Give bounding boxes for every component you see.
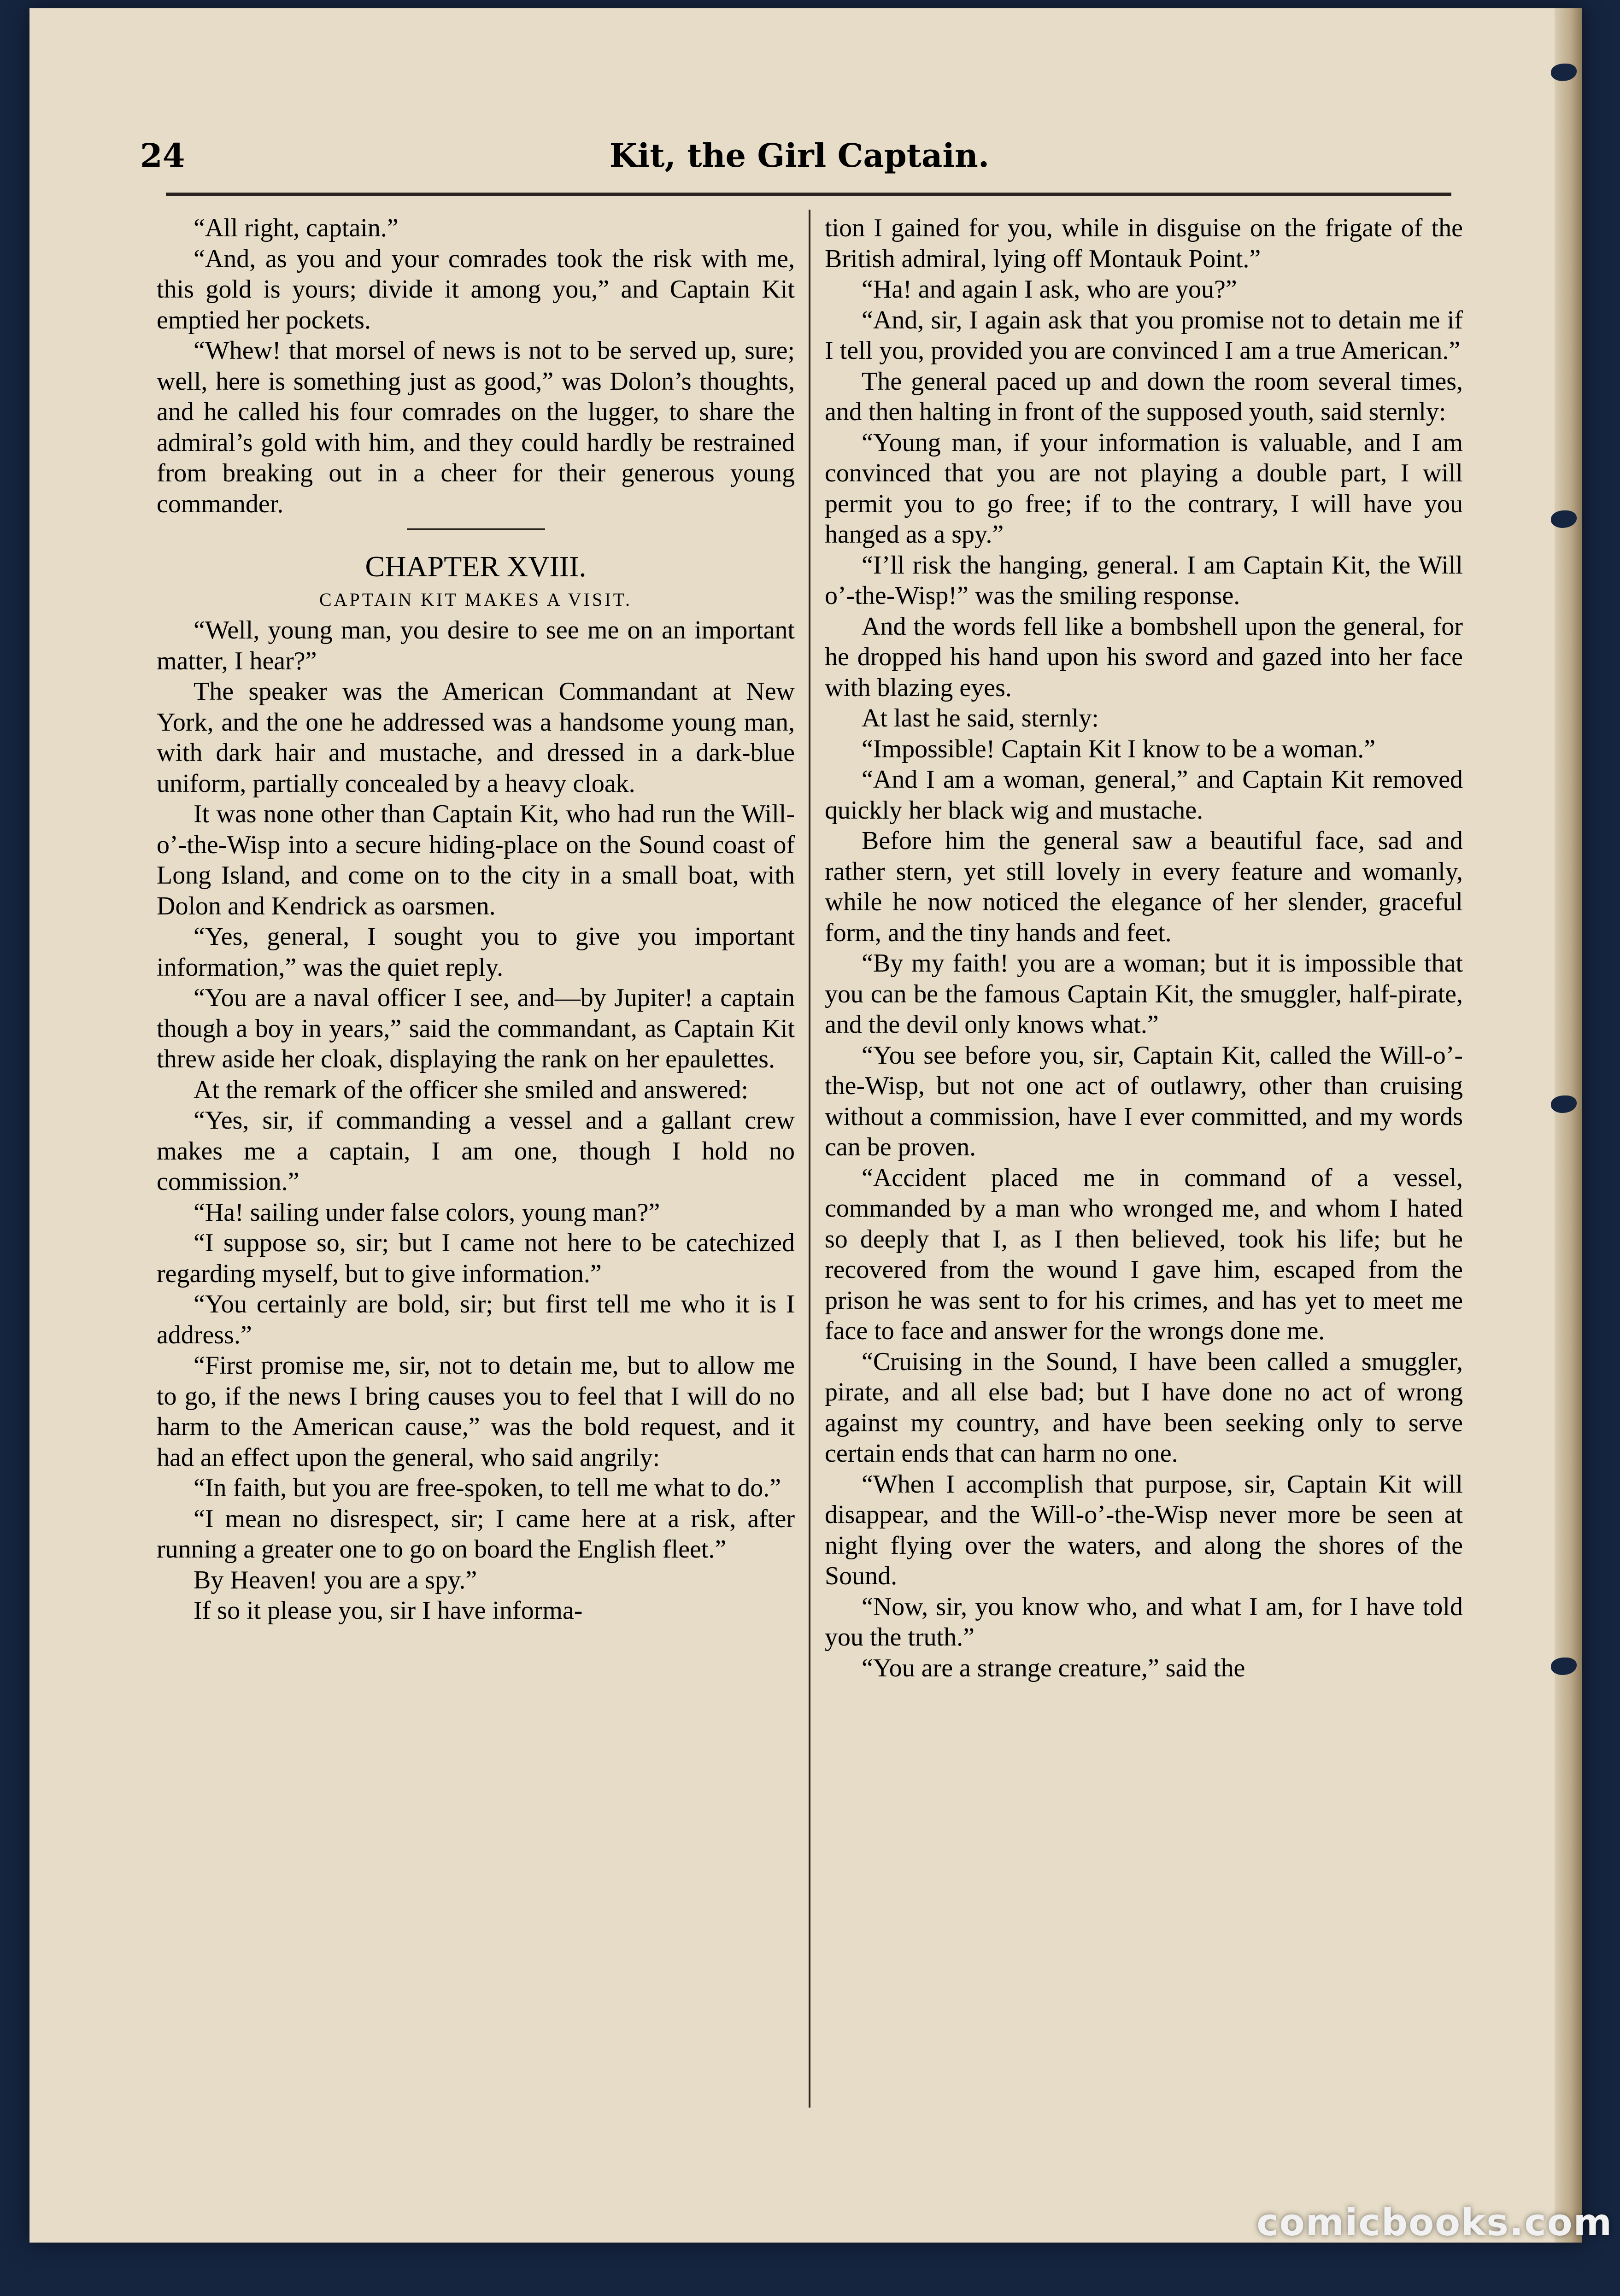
paragraph: The speaker was the American Commandant at New York, and the one he addressed was a handsome young man, with dark hair and mustache, and dressed in a dark-blue uniform, partially concealed by a heavy cloak.: [157, 677, 795, 798]
paragraph: The general paced up and down the room several times, and then halting in front of the supposed youth, said sternly:: [825, 367, 1463, 426]
paragraph: “I suppose so, sir; but I came not here to be catechized regarding myself, but to give information.”: [157, 1229, 795, 1288]
paragraph: By Heaven! you are a spy.”: [194, 1565, 477, 1594]
running-title: Kit, the Girl Captain.: [609, 136, 990, 175]
paragraph: “Now, sir, you know who, and what I am, for I have told you the truth.”: [825, 1592, 1463, 1652]
paragraph: At last he said, sternly:: [862, 704, 1099, 732]
paragraph: tion I gained for you, while in disguise on the frigate of the British admiral, lying off Montauk Point.”: [825, 214, 1463, 273]
paragraph: “You are a strange creature,” said the: [862, 1653, 1245, 1682]
site-watermark: comicbooks.com: [1256, 2201, 1613, 2244]
paragraph: “I’ll risk the hanging, general. I am Captain Kit, the Will o’-the-Wisp!” was the smiling response.: [825, 551, 1463, 610]
paragraph: “You see before you, sir, Captain Kit, called the Will-o’-the-Wisp, but not one act of outlawry, other than cruising without a commission, have I ever committed, and my words can be proven.: [825, 1041, 1463, 1161]
page-number: 24: [140, 136, 185, 175]
paragraph: Before him the general saw a beautiful face, sad and rather stern, yet still lovely in every feature and womanly, while he now noticed the elegance of her slender, graceful form, and the tiny hands and feet.: [825, 826, 1463, 947]
staple-hole: [1551, 1095, 1577, 1113]
paragraph: “And, as you and your comrades took the risk with me, this gold is yours; divide it among you,” and Captain Kit emptied her pockets.: [157, 244, 795, 334]
paragraph: “You are a naval officer I see, and—by Jupiter! a captain though a boy in years,” said the commandant, as Captain Kit threw aside her cloak, displaying the rank on her epaulettes.: [157, 984, 795, 1073]
paragraph: At the remark of the officer she smiled and answered:: [194, 1075, 749, 1104]
staple-hole: [1551, 510, 1577, 528]
paragraph: “You certainly are bold, sir; but first tell me who it is I address.”: [157, 1290, 795, 1349]
right-column-text: [825, 213, 1463, 1683]
paragraph: “Young man, if your information is valuable, and I am convinced that you are not playing a double part, I will permit you to go free; if to the contrary, I will have you hanged as a spy.”: [825, 428, 1463, 549]
page-gutter: [1555, 8, 1582, 2243]
left-column-chapter-text: [157, 615, 795, 1626]
left-column-opening: [157, 213, 795, 519]
paragraph: “Well, young man, you desire to see me on an important matter, I hear?”: [157, 616, 795, 675]
paragraph: “And, sir, I again ask that you promise not to detain me if I tell you, provided you are convinced I am a true American.”: [825, 305, 1463, 365]
paragraph: “Accident placed me in command of a vessel, commanded by a man who wronged me, and whom I hated so deeply that I, as I then believed, took his life; but he recovered from the wound I gave him, escaped from the prison he was sent to for his crimes, and has yet to meet me face to face and answer for the wrongs done me.: [825, 1163, 1463, 1345]
column-rule: [809, 210, 810, 2108]
staple-hole: [1551, 64, 1577, 81]
paragraph: “Yes, sir, if commanding a vessel and a gallant crew makes me a captain, I am one, though I hold no commission.”: [157, 1106, 795, 1196]
chapter-title: CHAPTER XVIII.: [365, 550, 587, 583]
section-divider: [407, 528, 545, 530]
paragraph: “By my faith! you are a woman; but it is impossible that you can be the famous Captain Kit, the smuggler, half-pirate, and the devil only knows what.”: [825, 949, 1463, 1039]
paragraph: “Yes, general, I sought you to give you important information,” was the quiet reply.: [157, 922, 795, 982]
paragraph: It was none other than Captain Kit, who had run the Will-o’-the-Wisp into a secure hiding-place on the Sound coast of Long Island, and come on to the city in a small boat, with Dolon and Kendrick as oarsmen.: [157, 800, 795, 920]
paragraph: If so it please you, sir I have informa-: [194, 1596, 583, 1625]
paragraph: “In faith, but you are free-spoken, to tell me what to do.”: [194, 1474, 781, 1502]
paragraph: “All right, captain.”: [194, 214, 399, 242]
left-column: [157, 213, 795, 1626]
staple-hole: [1551, 1658, 1577, 1675]
paragraph: “Cruising in the Sound, I have been called a smuggler, pirate, and all else bad; but I have done no act of wrong against my country, and have been seeking only to serve certain ends that can harm no one.: [825, 1347, 1463, 1468]
paragraph: “Ha! sailing under false colors, young man?”: [194, 1198, 660, 1227]
paragraph: “Ha! and again I ask, who are you?”: [862, 275, 1237, 304]
right-column: [825, 213, 1463, 1683]
paragraph: And the words fell like a bombshell upon the general, for he dropped his hand upon his sword and gazed into her face with blazing eyes.: [825, 612, 1463, 702]
paragraph: “I mean no disrespect, sir; I came here at a risk, after running a greater one to go on board the English fleet.”: [157, 1504, 795, 1564]
chapter-subtitle: CAPTAIN KIT MAKES A VISIT.: [319, 589, 633, 610]
running-header: [134, 124, 1465, 175]
paragraph: “First promise me, sir, not to detain me, but to allow me to go, if the news I bring causes you to feel that I will do no harm to the American cause,” was the bold request, and it had an effect upon the general, who said angrily:: [157, 1351, 795, 1472]
paragraph: “And I am a woman, general,” and Captain Kit removed quickly her black wig and mustache.: [825, 765, 1463, 825]
paragraph: “When I accomplish that purpose, sir, Captain Kit will disappear, and the Will-o’-the-Wisp never more be seen at night flying over the waters, and along the shores of the Sound.: [825, 1470, 1463, 1590]
paragraph: “Whew! that morsel of news is not to be served up, sure; well, here is something just as good,” was Dolon’s thoughts, and he called his four comrades on the lugger, to share the admiral’s gold with him, and they could hardly be restrained from breaking out in a cheer for their generous young commander.: [157, 336, 795, 518]
header-rule: [166, 193, 1451, 196]
paragraph: “Impossible! Captain Kit I know to be a woman.”: [862, 734, 1376, 763]
